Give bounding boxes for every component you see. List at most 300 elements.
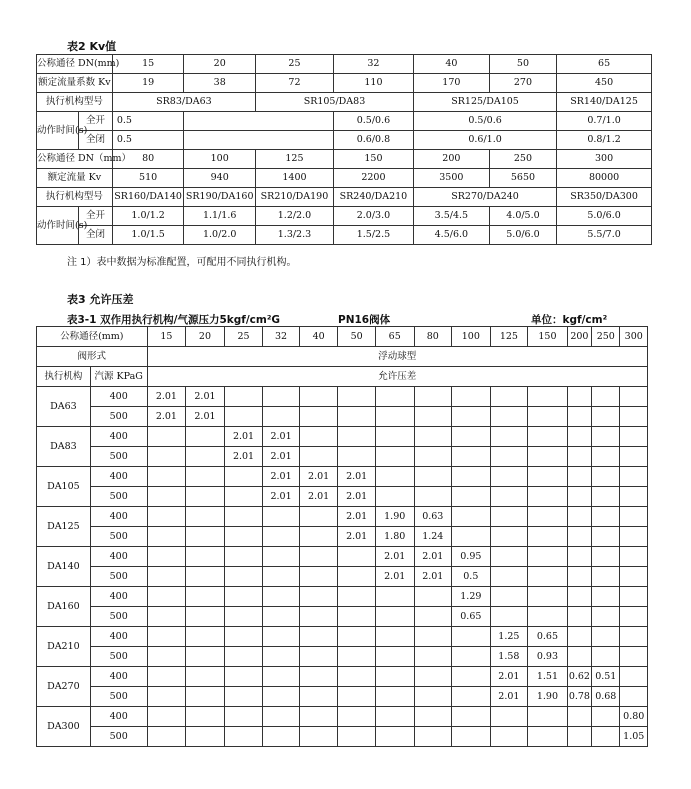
cell [452,467,491,487]
actuator-label: 执行机构 [37,367,91,387]
cell [375,427,414,447]
air-pressure: 400 [90,707,147,727]
cell [224,387,263,407]
cell: 0.7/1.0 [557,112,652,131]
cell: 2.01 [186,407,225,427]
air-pressure: 500 [90,407,147,427]
cell [452,487,491,507]
table-row [37,387,648,407]
cell: 65 [557,55,652,74]
cell [186,427,225,447]
cell: SR240/DA210 [333,188,413,207]
cell: 2.01 [263,427,300,447]
table-row [37,547,648,567]
cell [414,407,452,427]
table2-note: 注 1）表中数据为标准配置，可配用不同执行机构。 [67,257,297,268]
cell: 0.6/0.8 [333,131,413,150]
cell [592,527,620,547]
cell: 32 [333,55,413,74]
cell [263,387,300,407]
cell [620,487,648,507]
cell [414,427,452,447]
cell: 0.78 [567,687,591,707]
cell: 2.01 [338,467,376,487]
cell [375,647,414,667]
cell: 2.01 [490,687,528,707]
cell [338,427,376,447]
cell: 1.24 [414,527,452,547]
actuator-name: DA300 [37,707,91,747]
valve-form-row [37,347,648,367]
cell [490,547,528,567]
cell [299,667,338,687]
table2-title: 表2 Kv值 [67,40,117,53]
cell: 0.5/0.6 [333,112,413,131]
pressure-table [36,326,648,747]
cell [186,447,225,467]
cell [375,607,414,627]
cell [414,607,452,627]
cell: 40 [299,327,338,347]
cell: SR160/DA140 [112,188,184,207]
cell [338,447,376,467]
air-pressure: 400 [90,387,147,407]
cell: 0.95 [452,547,491,567]
cell: 2.01 [414,547,452,567]
cell: 2.01 [338,527,376,547]
cell [147,647,186,667]
cell [567,587,591,607]
cell [567,607,591,627]
cell [567,507,591,527]
cell: 50 [338,327,376,347]
cell: 1.90 [375,507,414,527]
cell: 80000 [557,169,652,188]
cell [414,667,452,687]
cell [338,387,376,407]
cell: 0.62 [567,667,591,687]
actuator-name: DA140 [37,547,91,587]
cell: 0.65 [528,627,568,647]
cell [299,647,338,667]
cell [528,507,568,527]
cell [147,627,186,647]
cell [528,547,568,567]
cell [186,707,225,727]
cell [452,647,491,667]
cell: 20 [186,327,225,347]
cell: SR190/DA160 [184,188,256,207]
cell: 1.3/2.3 [256,226,334,245]
cell [452,447,491,467]
cell [299,707,338,727]
cell: 65 [375,327,414,347]
actuator-name: DA210 [37,627,91,667]
cell: 25 [256,55,334,74]
cell [375,707,414,727]
cell: 1.90 [528,687,568,707]
kv-actuator-row-1 [37,93,652,112]
cell: 1.2/2.0 [256,207,334,226]
cell: 0.80 [620,707,648,727]
table-row [37,427,648,447]
cell [620,407,648,427]
kv-value-row-2 [37,169,652,188]
close-label: 全闭 [79,131,113,150]
cell [186,627,225,647]
cell [490,567,528,587]
cell: 2.01 [490,667,528,687]
cell [299,587,338,607]
cell [147,527,186,547]
cell [490,447,528,467]
cell [375,447,414,467]
cell [490,427,528,447]
cell [375,687,414,707]
cell [567,407,591,427]
cell: 15 [112,55,184,74]
cell [592,507,620,527]
cell [567,707,591,727]
cell [147,607,186,627]
cell [490,587,528,607]
kv-open-row-2 [37,207,652,226]
cell: SR210/DA190 [256,188,334,207]
cell: SR270/DA240 [413,188,556,207]
cell [592,647,620,667]
cell [620,507,648,527]
cell [224,707,263,727]
cell: 2.01 [299,467,338,487]
air-pressure: 400 [90,587,147,607]
air-pressure: 400 [90,547,147,567]
table-row [37,627,648,647]
cell [375,487,414,507]
cell [299,627,338,647]
cell [528,467,568,487]
cell: 0.5 [452,567,491,587]
cell [263,607,300,627]
cell [414,647,452,667]
cell: 2.01 [263,467,300,487]
cell [147,507,186,527]
air-label: 汽源 KPaG [90,367,147,387]
cell [338,727,376,747]
cell [414,487,452,507]
cell [263,707,300,727]
table-row [37,667,648,687]
cell: 1.0/1.2 [112,207,184,226]
time-label: 动作时间(s) [37,112,79,150]
cell: 1.05 [620,727,648,747]
cell [592,547,620,567]
cell [528,427,568,447]
cell: 1.5/2.5 [333,226,413,245]
cell [263,647,300,667]
cell [375,387,414,407]
cell [528,587,568,607]
kv-close-row-1 [37,131,652,150]
cell [528,607,568,627]
cell [620,427,648,447]
kv-dn-row-1 [37,55,652,74]
cell: 0.68 [592,687,620,707]
cell [147,707,186,727]
table-row [37,467,648,487]
cell: 2.01 [299,487,338,507]
kv-open-row-1 [37,112,652,131]
cell [414,587,452,607]
cell [375,407,414,427]
cell [147,487,186,507]
cell [528,407,568,427]
cell: 300 [620,327,648,347]
cell: 0.6/1.0 [413,131,556,150]
kv-label: 额定流量 Kv [37,169,113,188]
cell: SR105/DA83 [256,93,414,112]
cell [186,547,225,567]
cell [375,467,414,487]
dn-label: 公称通径 DN（mm） [37,150,113,169]
cell [299,387,338,407]
cell [452,527,491,547]
cell [490,707,528,727]
cell [224,407,263,427]
cell: 2.01 [147,387,186,407]
valve-form-label: 阀形式 [37,347,148,367]
cell [567,547,591,567]
cell [490,527,528,547]
cell: 0.5 [112,112,184,131]
air-pressure: 500 [90,567,147,587]
cell: 2.01 [224,447,263,467]
cell: 1.1/1.6 [184,207,256,226]
actuator-name: DA270 [37,667,91,707]
cell [452,727,491,747]
cell [224,607,263,627]
cell [452,707,491,727]
cell [186,647,225,667]
open-label: 全开 [79,112,113,131]
cell [567,467,591,487]
table-row [37,707,648,727]
air-pressure: 500 [90,727,147,747]
cell: 3.5/4.5 [413,207,489,226]
cell [490,507,528,527]
cell [528,527,568,547]
table-row [37,647,648,667]
cell: 250 [489,150,556,169]
cell [414,687,452,707]
cell [452,627,491,647]
cell: 150 [528,327,568,347]
cell [263,727,300,747]
air-pressure: 500 [90,447,147,467]
cell [567,487,591,507]
cell [338,667,376,687]
table3-unit: 单位：kgf/cm² [531,314,608,326]
cell [147,547,186,567]
dn-label: 公称通径 DN(mm) [37,55,113,74]
cell [452,687,491,707]
dn-row [37,327,648,347]
cell [299,607,338,627]
cell [490,467,528,487]
cell [452,667,491,687]
table-row [37,487,648,507]
cell [452,507,491,527]
cell [338,647,376,667]
cell [224,627,263,647]
cell: 2.01 [263,447,300,467]
cell [592,627,620,647]
cell [567,387,591,407]
cell: 5.0/6.0 [557,207,652,226]
table-row [37,587,648,607]
cell: 0.51 [592,667,620,687]
cell: 2.01 [375,547,414,567]
air-pressure: 500 [90,487,147,507]
cell [147,667,186,687]
cell: 72 [256,74,334,93]
cell [592,607,620,627]
cell [184,131,334,150]
cell [414,707,452,727]
cell [224,547,263,567]
cell [263,587,300,607]
cell [620,467,648,487]
cell [528,707,568,727]
cell [224,647,263,667]
cell [414,467,452,487]
cell [299,567,338,587]
cell [592,707,620,727]
cell [528,727,568,747]
air-pressure: 400 [90,467,147,487]
cell: 1.25 [490,627,528,647]
actuator-name: DA105 [37,467,91,507]
air-pressure: 500 [90,607,147,627]
cell: 19 [112,74,184,93]
actuator-name: DA83 [37,427,91,467]
cell [592,727,620,747]
kv-value-row-1 [37,74,652,93]
cell [263,547,300,567]
cell [490,407,528,427]
cell [263,667,300,687]
table-row [37,447,648,467]
cell: 1.80 [375,527,414,547]
cell: 0.5 [112,131,184,150]
cell [528,487,568,507]
cell: 3500 [413,169,489,188]
cell [338,567,376,587]
cell [299,407,338,427]
cell: 2.01 [375,567,414,587]
cell [299,727,338,747]
actuator-name: DA125 [37,507,91,547]
cell: 2.01 [414,567,452,587]
cell: 125 [256,150,334,169]
cell [620,547,648,567]
cell [414,727,452,747]
cell: 1.51 [528,667,568,687]
cell [184,112,334,131]
table-row [37,607,648,627]
cell [186,667,225,687]
cell [299,547,338,567]
cell [620,607,648,627]
air-pressure: 500 [90,687,147,707]
cell: SR125/DA105 [413,93,556,112]
cell [186,687,225,707]
open-label: 全开 [79,207,113,226]
cell [147,467,186,487]
cell: 4.5/6.0 [413,226,489,245]
cell: 80 [414,327,452,347]
cell [375,727,414,747]
cell: 100 [184,150,256,169]
cell [592,487,620,507]
actuator-label: 执行机构型号 [37,188,113,207]
cell: 5.5/7.0 [557,226,652,245]
cell: 1.29 [452,587,491,607]
cell [592,567,620,587]
cell: 1.0/2.0 [184,226,256,245]
table-row [37,527,648,547]
cell: 0.65 [452,607,491,627]
table-row [37,507,648,527]
cell [338,587,376,607]
cell [567,427,591,447]
cell [592,427,620,447]
cell: 25 [224,327,263,347]
table-row [37,567,648,587]
cell: 270 [489,74,556,93]
cell [338,627,376,647]
kv-label: 额定流量系数 Kv [37,74,113,93]
cell: 510 [112,169,184,188]
cell [490,387,528,407]
cell [147,427,186,447]
table-row [37,727,648,747]
cell: SR140/DA125 [557,93,652,112]
cell [567,627,591,647]
cell: 170 [413,74,489,93]
cell [452,427,491,447]
cell [147,587,186,607]
cell [375,587,414,607]
cell [299,527,338,547]
cell [620,667,648,687]
cell [375,627,414,647]
cell: 110 [333,74,413,93]
cell [452,387,491,407]
air-pressure: 400 [90,507,147,527]
cell: 940 [184,169,256,188]
cell [224,587,263,607]
dn-label: 公称通径(mm) [37,327,148,347]
kv-actuator-row-2 [37,188,652,207]
cell [147,687,186,707]
cell [299,427,338,447]
subheader-row [37,367,648,387]
cell [224,727,263,747]
actuator-name: DA63 [37,387,91,427]
table-row [37,687,648,707]
cell [338,707,376,727]
cell: 0.8/1.2 [557,131,652,150]
